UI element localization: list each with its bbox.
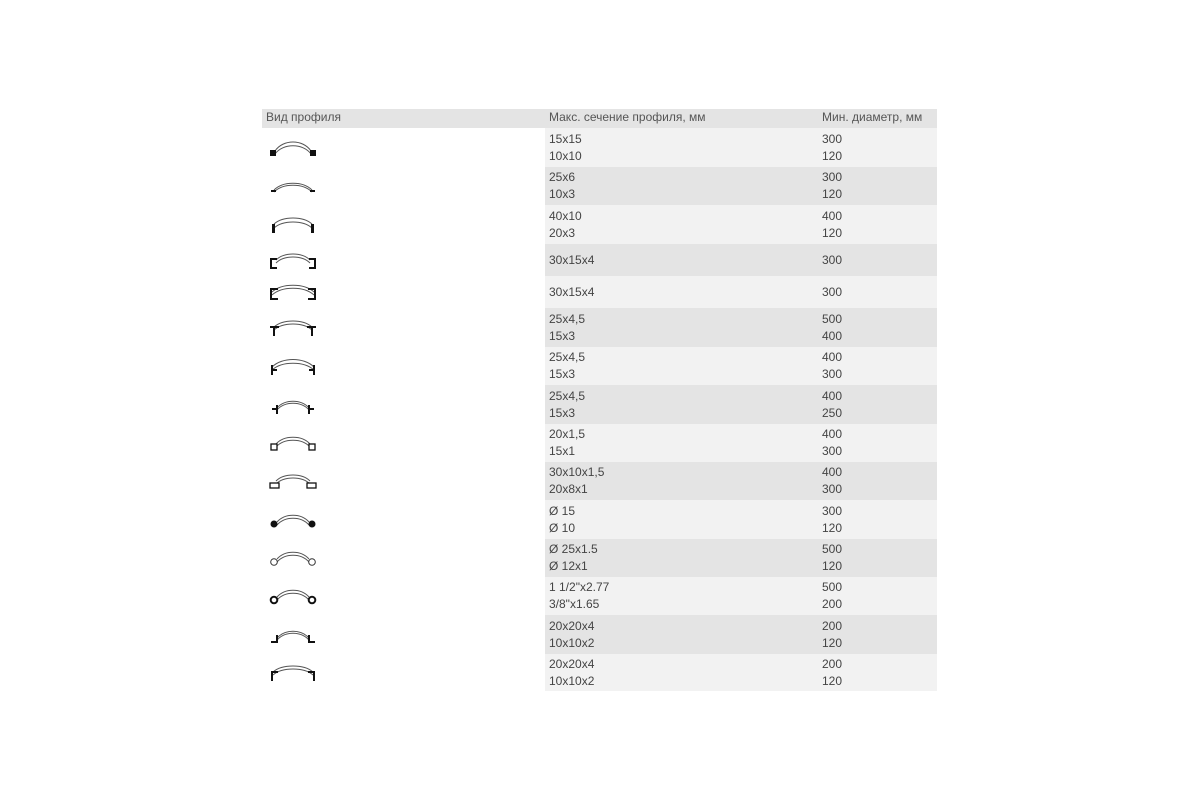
table-row (262, 654, 937, 691)
square-bar-icon (268, 137, 318, 159)
diameter-value: 200 (822, 618, 843, 633)
diameter-value: 400 (822, 388, 843, 403)
section-value: Ø 15 (549, 503, 576, 518)
section-value: Ø 25x1.5 (549, 542, 598, 556)
rect-tube-icon (268, 470, 318, 492)
channel-in-icon (268, 281, 318, 303)
diameter-value: 300 (822, 367, 843, 381)
table-row (262, 500, 937, 539)
table-row (262, 167, 937, 205)
diameter-value: 120 (822, 520, 843, 535)
diameter-value: 300 (822, 284, 843, 299)
diameter-value: 400 (822, 328, 843, 343)
angle-in-icon (268, 662, 318, 684)
diameter-value: 200 (822, 597, 843, 611)
diameter-value: 300 (822, 170, 843, 184)
diameter-value: 120 (822, 559, 843, 573)
section-value: 25x6 (549, 170, 576, 184)
diameter-value: 250 (822, 405, 843, 420)
diameter-value: 500 (822, 542, 843, 556)
diameter-value: 400 (822, 350, 843, 364)
section-value: 25x4,5 (549, 388, 586, 403)
diameter-value: 300 (822, 482, 843, 496)
table-row (262, 347, 937, 385)
square-tube-icon (268, 432, 318, 454)
flat-bar-icon (268, 175, 318, 197)
header-profile: Вид профиля (266, 110, 341, 124)
diameter-value: 300 (822, 444, 843, 458)
diameter-value: 500 (822, 580, 843, 594)
diameter-value: 300 (822, 503, 843, 518)
channel-out-icon (268, 249, 318, 271)
section-value: 10x10x2 (549, 673, 595, 688)
table-row (262, 462, 937, 500)
section-value: 20x3 (549, 225, 576, 240)
section-value: 25x4,5 (549, 311, 586, 326)
flat-bar-on-edge-icon (268, 214, 318, 236)
section-value: 3/8"x1.65 (549, 597, 600, 611)
table-row (262, 205, 937, 244)
section-value: 15x3 (549, 405, 576, 420)
t-bar-side-icon (268, 355, 318, 377)
table-row (262, 244, 937, 276)
table-row (262, 615, 937, 654)
t-bar-flat-icon (268, 394, 318, 416)
section-value: 30x15x4 (549, 252, 595, 267)
diameter-value: 120 (822, 148, 843, 163)
section-value: Ø 12x1 (549, 559, 588, 573)
table-row (262, 577, 937, 615)
section-value: 30x10x1,5 (549, 465, 605, 479)
table-row (262, 385, 937, 424)
section-value: 20x1,5 (549, 427, 586, 441)
section-value: Ø 10 (549, 520, 576, 535)
diameter-value: 400 (822, 427, 843, 441)
section-value: 15x3 (549, 328, 576, 343)
section-value: 30x15x4 (549, 284, 595, 299)
header-section: Макс. сечение профиля, мм (549, 110, 706, 124)
section-value: 20x8x1 (549, 482, 588, 496)
table-row (262, 276, 937, 308)
diameter-value: 120 (822, 187, 843, 201)
section-value: 1 1/2"x2.77 (549, 580, 610, 594)
section-value: 40x10 (549, 208, 582, 223)
section-value: 25x4,5 (549, 350, 586, 364)
section-value: 15x15 (549, 131, 582, 146)
diameter-value: 120 (822, 635, 843, 650)
diameter-value: 300 (822, 131, 843, 146)
header-diameter: Мин. диаметр, мм (822, 110, 923, 124)
table-row (262, 308, 937, 347)
section-value: 15x3 (549, 367, 576, 381)
diameter-value: 300 (822, 252, 843, 267)
table-row (262, 539, 937, 577)
table-row (262, 424, 937, 462)
diameter-value: 120 (822, 225, 843, 240)
diameter-value: 500 (822, 311, 843, 326)
round-bar-icon (268, 509, 318, 531)
diameter-value: 200 (822, 656, 843, 671)
thick-round-tube-icon (268, 585, 318, 607)
table-header (262, 109, 937, 128)
section-value: 10x10x2 (549, 635, 595, 650)
angle-out-icon (268, 624, 318, 646)
section-value: 10x3 (549, 187, 576, 201)
section-value: 10x10 (549, 148, 582, 163)
table-row (262, 128, 937, 167)
section-value: 20x20x4 (549, 618, 595, 633)
section-value: 15x1 (549, 444, 576, 458)
profile-table (262, 109, 937, 691)
section-value: 20x20x4 (549, 656, 595, 671)
round-tube-icon (268, 547, 318, 569)
diameter-value: 120 (822, 673, 843, 688)
diameter-value: 400 (822, 208, 843, 223)
diameter-value: 400 (822, 465, 843, 479)
t-bar-icon (268, 317, 318, 339)
